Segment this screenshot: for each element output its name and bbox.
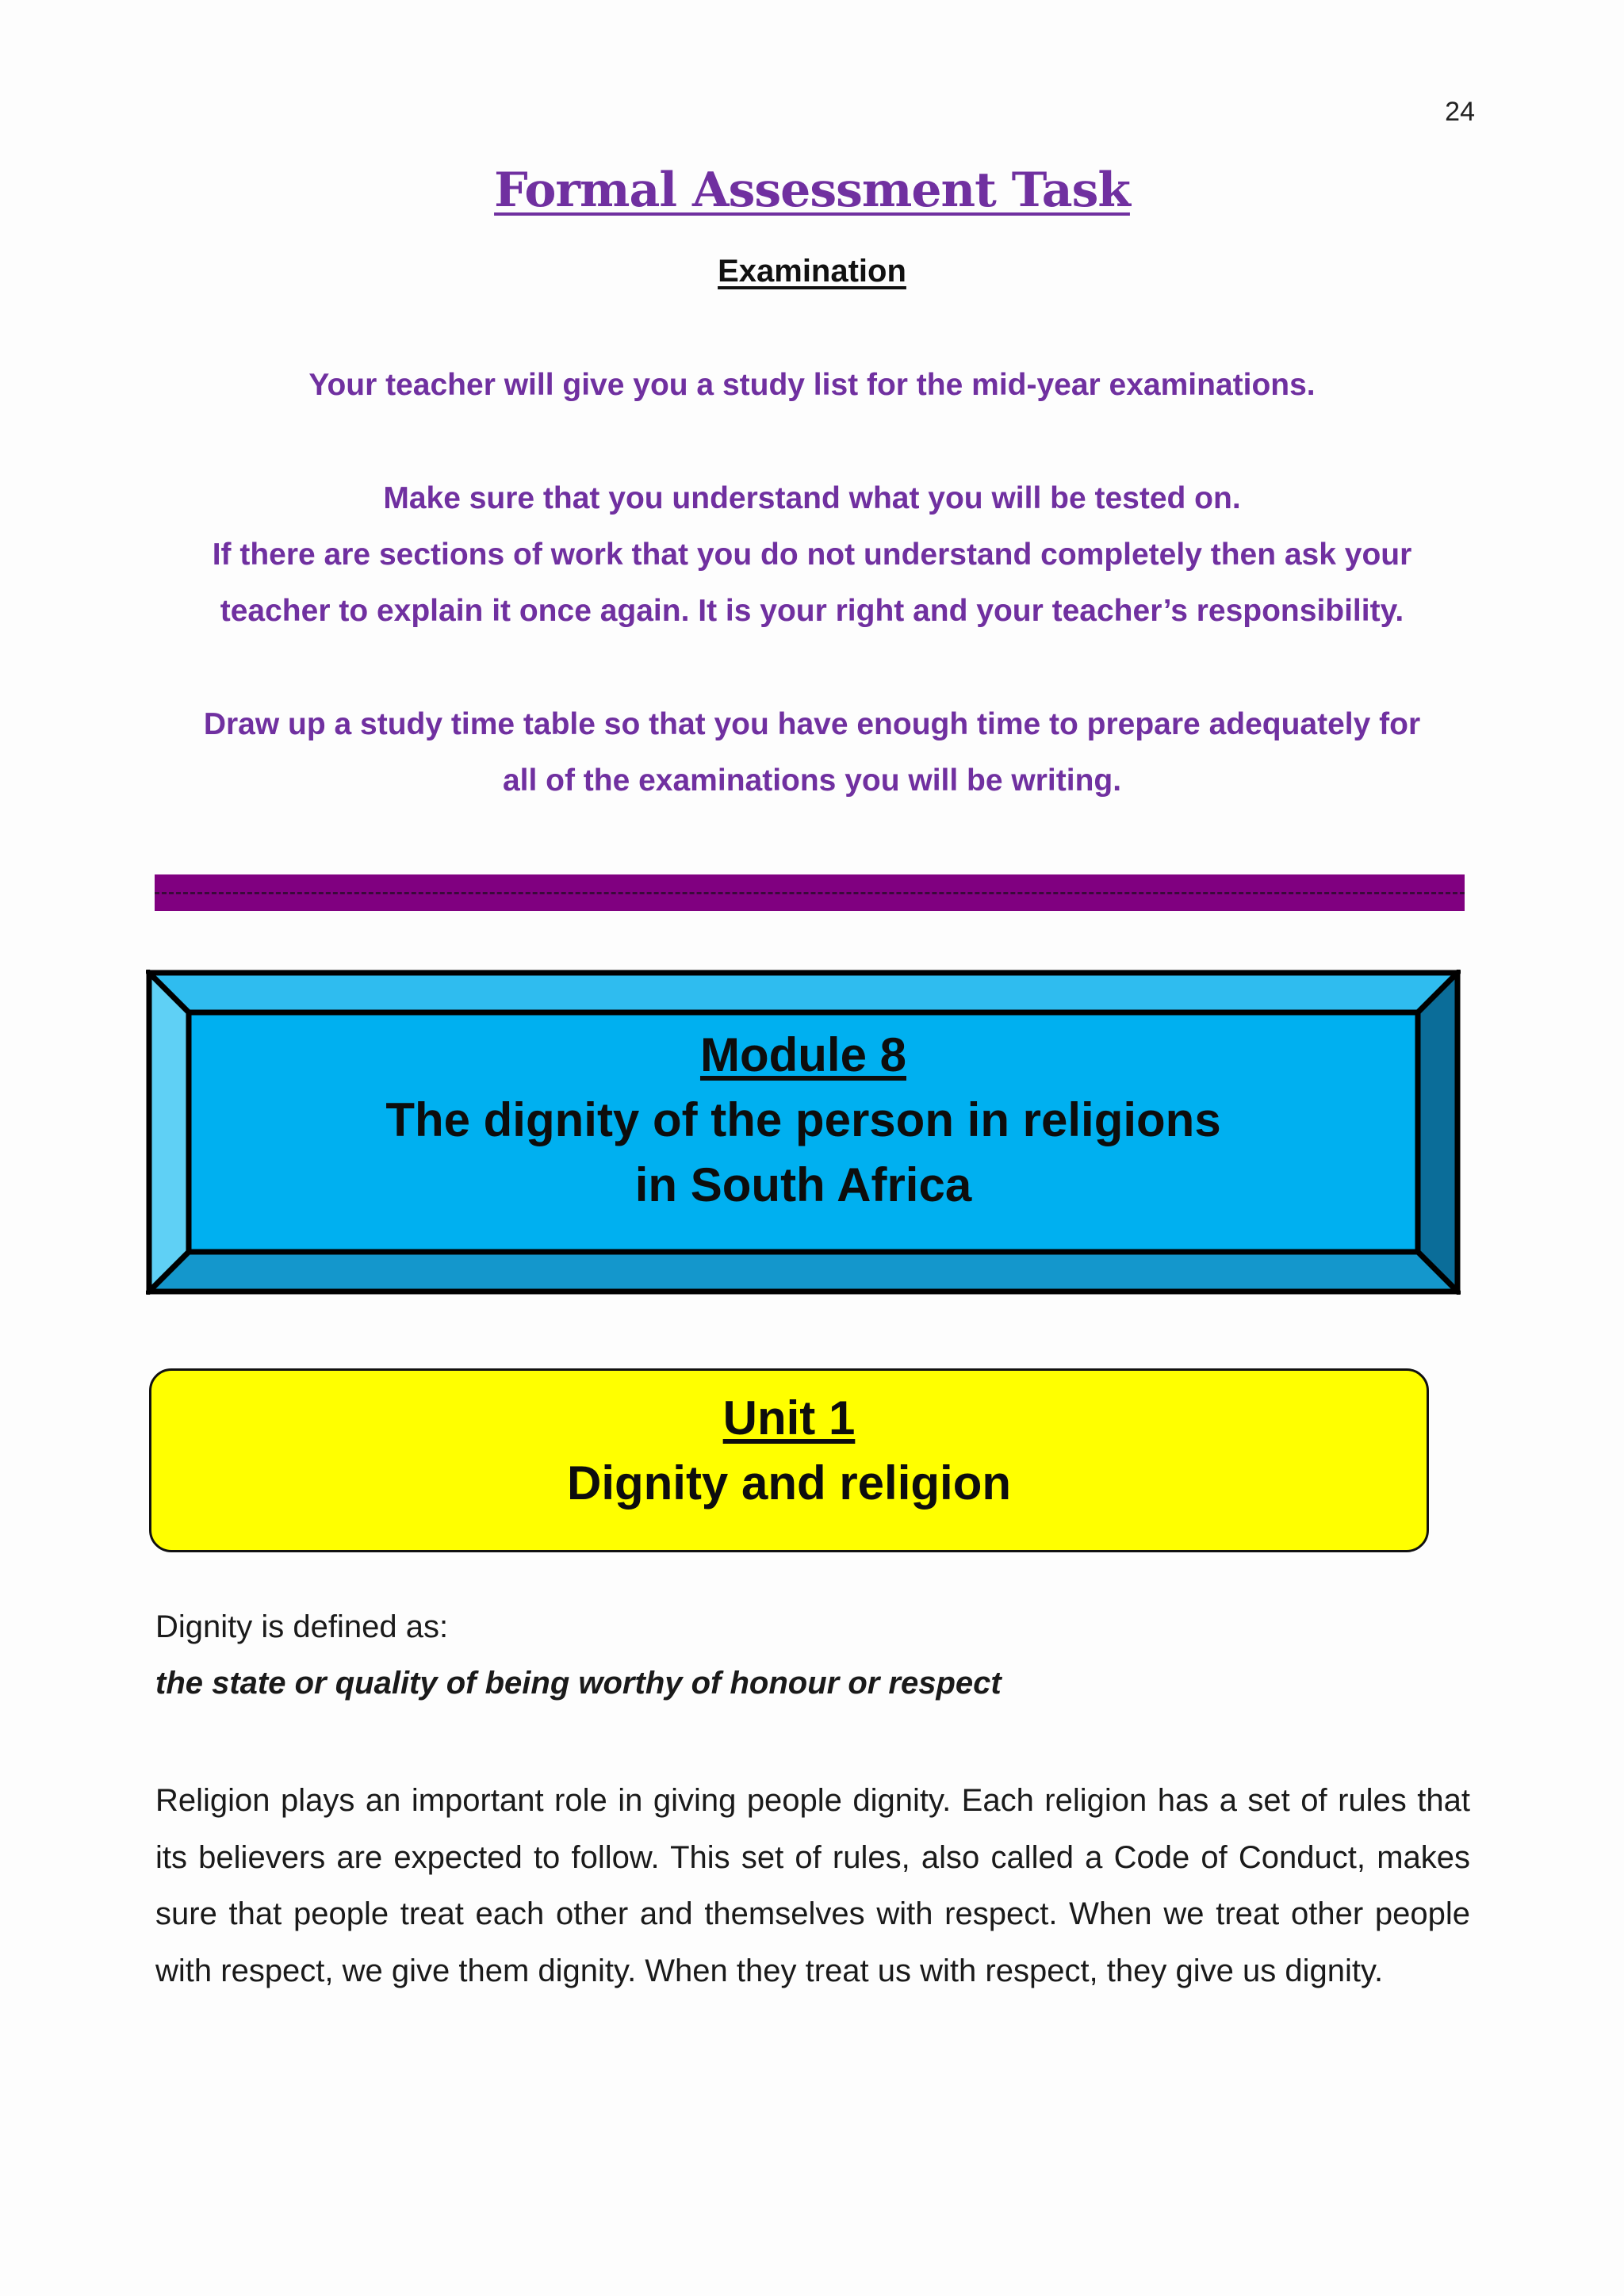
unit-heading: Unit 1 [722,1391,856,1445]
definition-text: the state or quality of being worthy of honour or respect [155,1666,1002,1701]
instruction-line: If there are sections of work that you do not understand completely then ask your [212,538,1412,572]
module-title-block [146,1023,1461,1218]
unit-title: Dignity and religion [566,1456,1011,1510]
section-divider [155,874,1465,911]
unit-title-block [149,1386,1429,1516]
body-paragraph: Religion plays an important role in giving people dignity. Each religion has a set of rules that its believers are expected to follow. This set of rules, also called a Code of Conduct, makes sure that people treat each other and themselves with respect. When we treat other people with respect, we give them dignity. When they treat us with respect, they give us dignity. [155,1783,1470,1988]
module-title-line: The dignity of the person in religions [385,1093,1221,1146]
module-heading: Module 8 [699,1028,906,1081]
page-number: 24 [1445,97,1475,127]
module-title-line: in South Africa [634,1158,972,1211]
instruction-line: Draw up a study time table so that you have enough time to prepare adequately for [203,707,1421,741]
page-subtitle: Examination [718,254,906,289]
instruction-line: Your teacher will give you a study list for the mid-year examinations. [308,368,1316,402]
instruction-line: all of the examinations you will be writing. [502,763,1122,798]
instruction-line: teacher to explain it once again. It is your right and your teacher’s responsibility. [220,594,1404,628]
instruction-line: Make sure that you understand what you will be tested on. [383,481,1241,515]
page-title: Formal Assessment Task [494,163,1130,218]
definition-intro: Dignity is defined as: [155,1609,449,1644]
